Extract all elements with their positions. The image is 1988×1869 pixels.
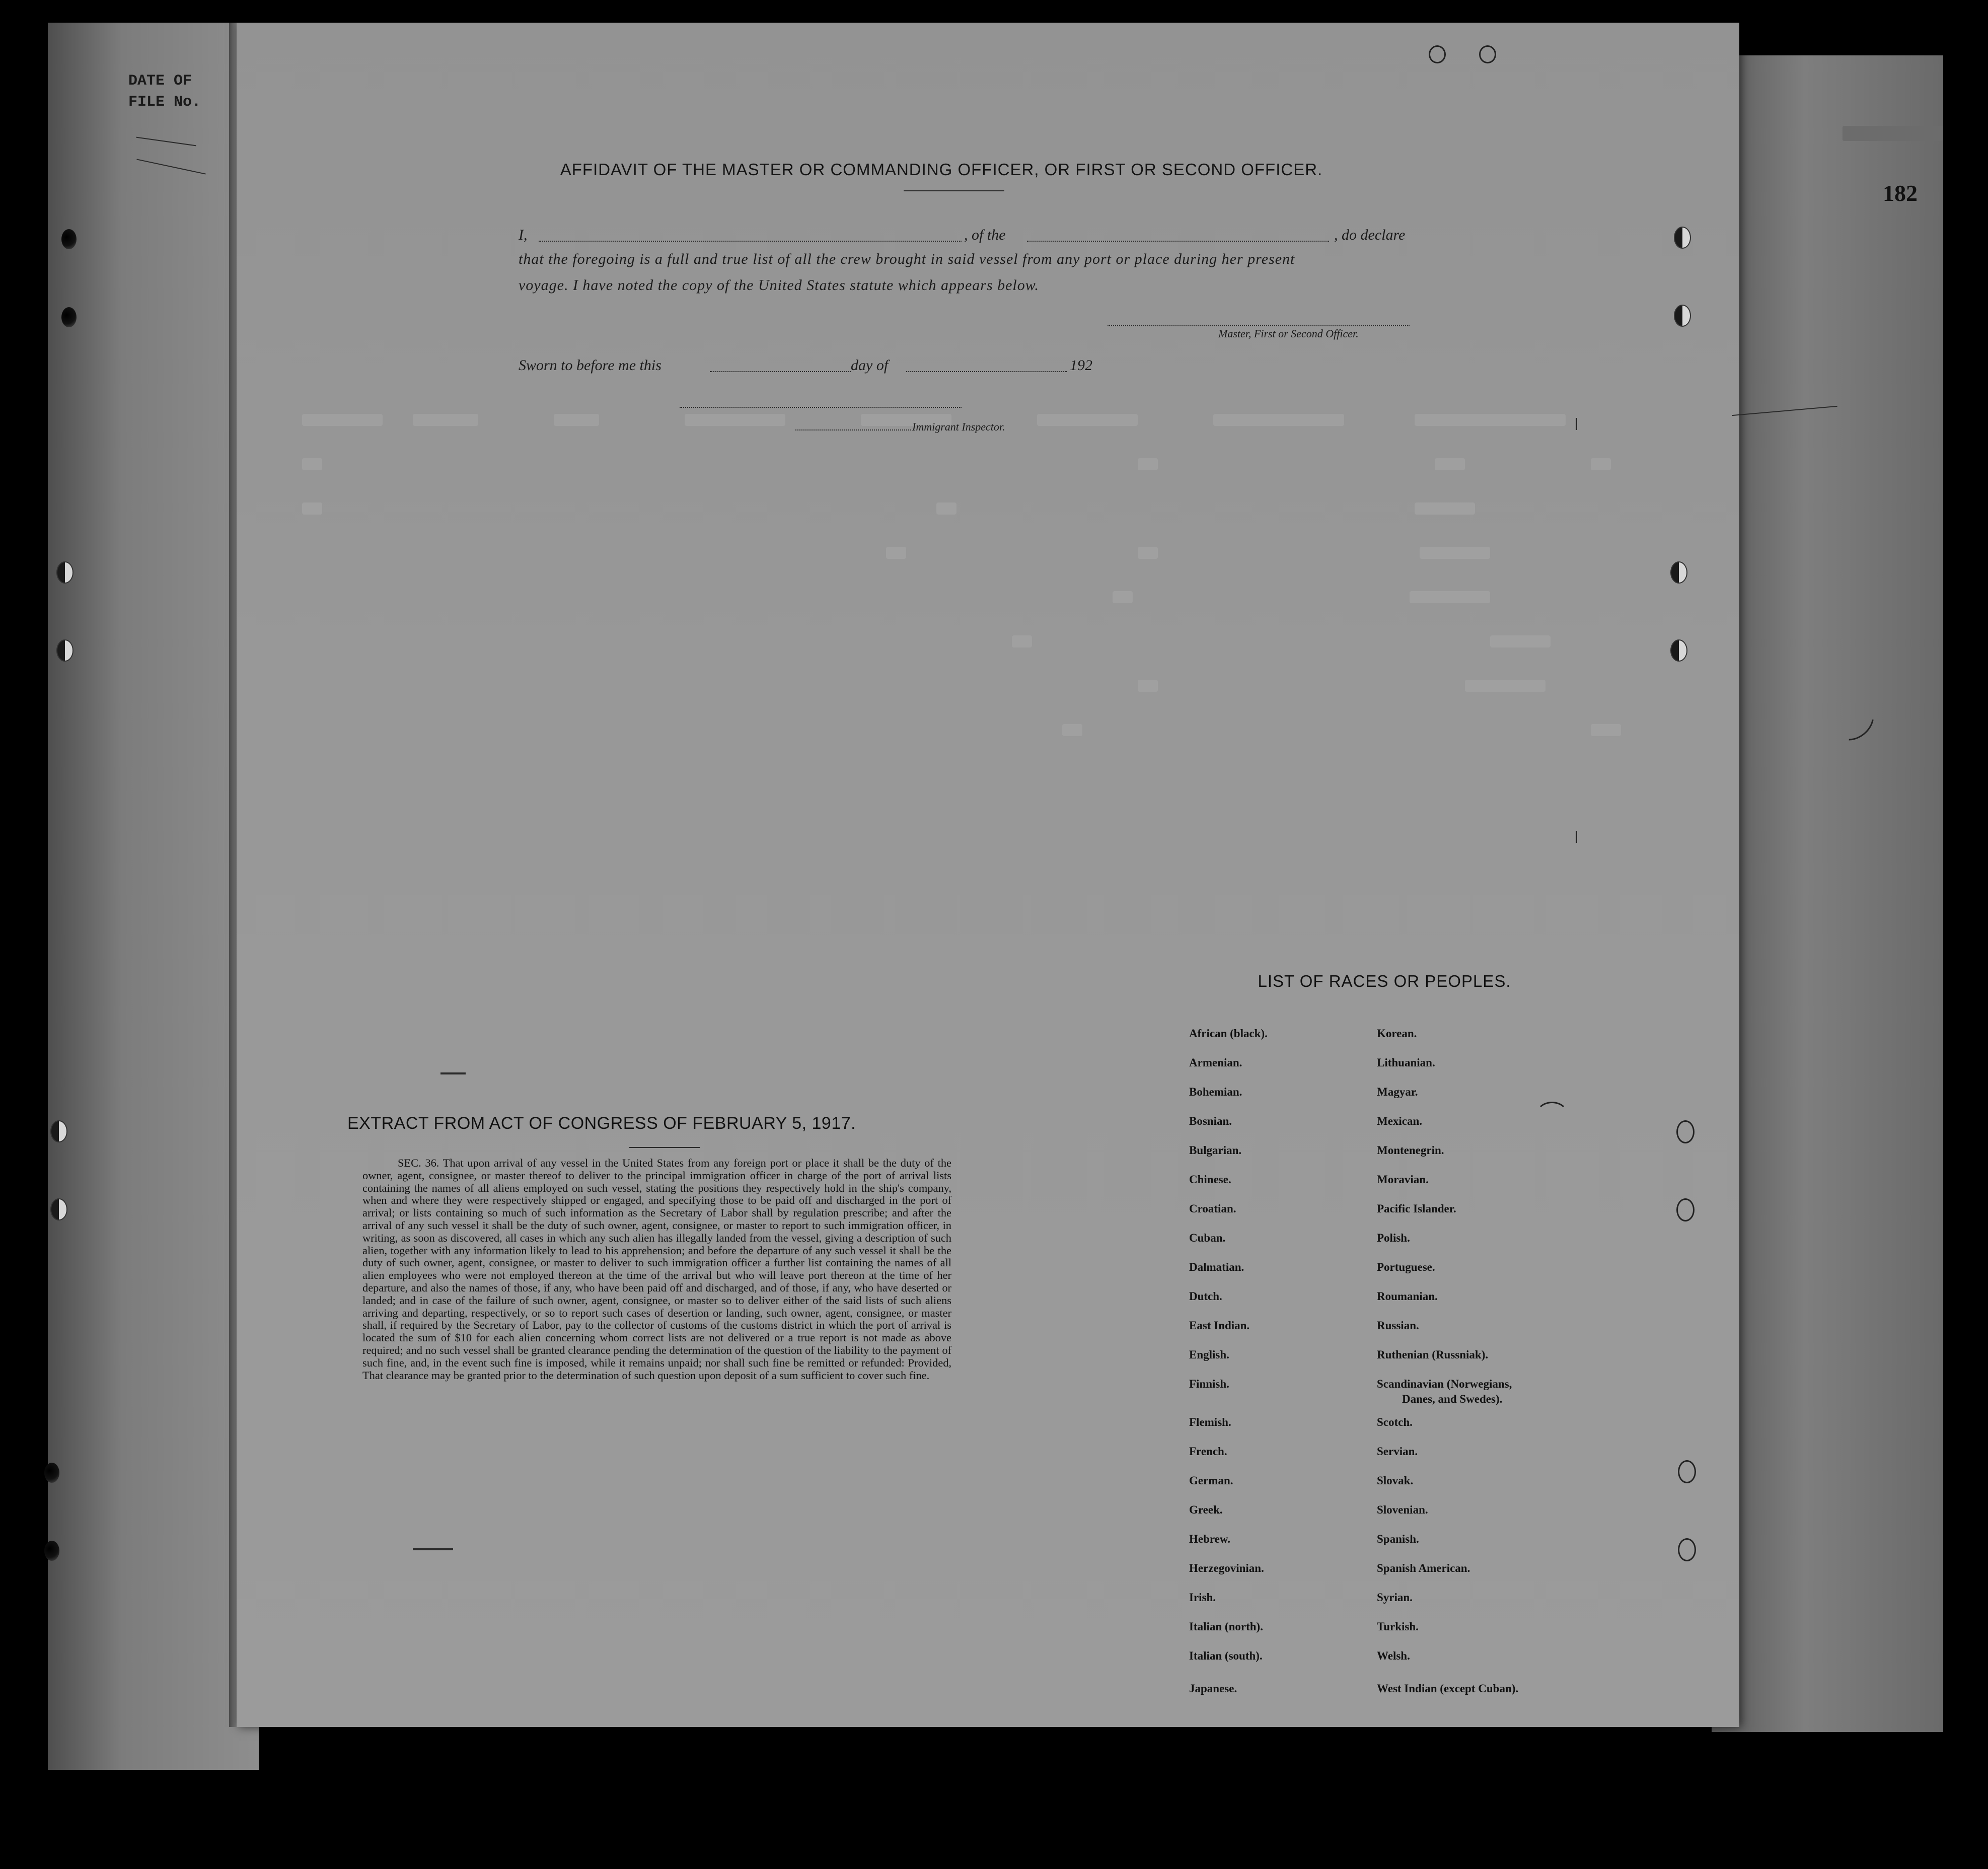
punch-hole (50, 1198, 67, 1220)
day-blank (710, 371, 851, 372)
race-item: Finnish. (1189, 1378, 1229, 1390)
punch-hole (56, 639, 73, 662)
punch-hole (1678, 1460, 1696, 1483)
page-edge (229, 23, 237, 1727)
race-item: Bosnian. (1189, 1115, 1232, 1127)
margin-mark (1576, 831, 1585, 843)
punch-hole (50, 1120, 67, 1142)
race-item: Greek. (1189, 1503, 1223, 1516)
race-item: Dalmatian. (1189, 1261, 1244, 1273)
race-item: African (black). (1189, 1027, 1268, 1040)
race-item: Lithuanian. (1377, 1056, 1435, 1069)
name-blank (539, 241, 962, 242)
ghost-row (282, 457, 1671, 471)
punch-hole (1670, 561, 1687, 584)
race-item: Italian (north). (1189, 1620, 1263, 1633)
month-blank (906, 371, 1067, 372)
ghost-header (1843, 126, 1943, 141)
inspector-label: Immigrant Inspector. (912, 420, 1005, 433)
race-item: Servian. (1377, 1445, 1418, 1458)
ink-stroke (440, 1072, 466, 1074)
punch-hole (1479, 45, 1496, 63)
punch-hole (61, 229, 77, 249)
punch-hole (56, 561, 73, 584)
race-item: Syrian. (1377, 1591, 1413, 1604)
race-item: Italian (south). (1189, 1649, 1263, 1662)
race-item: English. (1189, 1348, 1229, 1361)
punch-hole (1674, 227, 1691, 249)
race-item: Japanese. (1189, 1682, 1237, 1695)
race-item: Montenegrin. (1377, 1144, 1444, 1157)
underlying-page-left (48, 23, 259, 1770)
signature-blank (1108, 325, 1410, 326)
page-number: 182 (1883, 180, 1918, 206)
stamp-line-file: FILE No. (128, 94, 201, 111)
punch-hole (1674, 305, 1691, 327)
vessel-blank (1027, 241, 1329, 242)
ghost-row (282, 546, 1671, 560)
race-item: Hebrew. (1189, 1533, 1230, 1545)
ghost-row (282, 679, 1671, 693)
race-item: Scotch. (1377, 1416, 1413, 1428)
inspector-blank (795, 429, 911, 430)
punch-hole (1678, 1538, 1696, 1561)
extract-body: SEC. 36. That upon arrival of any vessel in the United States from any foreign port or place it shall be the duty of the owner, agent, consignee, or master thereof to deliver to the principal immigration officer in charge of the port of arrival lists containing the names of all aliens employed on such vessel, stating the positions they respectively hold in the ship's company, when and where they were respectively shipped or engaged, and specifying those to be paid off and discharged in the port of arrival; or lists containing so much of such information as the Secretary of Labor shall by regulation prescribe; and after the arrival of any such vessel it shall be the duty of such owner, agent, consignee, or master to report to such immigration officer, in writing, as soon as discovered, all cases in which any such alien has illegally landed from the vessel, giving a description of such alien, together with any information likely to lead to his apprehension; and before the departure of any such vessel it shall be the duty of such owner, agent, consignee, or master to deliver to such immigration officer a further list containing the names of all alien employees who were not employed thereon at the time of the arrival but who will leave port thereon at the time of her departure, and also the names of those, if any, who have been paid off and discharged, and of those, if any, who have deserted or landed; and in case of the failure of such owner, agent, consignee, or master so to deliver either of the said lists of such aliens arriving and departing, respectively, or so to report such cases of desertion or landing, such owner, agent, consignee, or master shall, if required by the Secretary of Labor, pay to the collector of customs of the customs district in which the port of arrival is located the sum of $10 for each alien concerning whom correct lists are not delivered or a true report is not made as above required; and no such vessel shall be granted clearance pending the determination of the question of the liability to the payment of such fine, and, in the event such fine is imposed, while it remains unpaid; nor shall such fine be remitted or refunded: Provided, That clearance may be granted prior to the determination of such question upon deposit of a sum sufficient to cover such fine. (362, 1157, 951, 1382)
race-item: Cuban. (1189, 1232, 1226, 1244)
punch-hole (1429, 45, 1446, 63)
race-item: Polish. (1377, 1232, 1410, 1244)
year-label: 192 (1070, 357, 1092, 374)
race-item: German. (1189, 1474, 1233, 1487)
race-item: Welsh. (1377, 1649, 1410, 1662)
ghost-row (282, 723, 1671, 737)
race-item: Chinese. (1189, 1173, 1231, 1186)
extract-rule (629, 1147, 700, 1148)
ghost-row (282, 501, 1671, 516)
signature-label: Master, First or Second Officer. (1218, 327, 1359, 340)
race-item: Spanish American. (1377, 1562, 1470, 1574)
extract-title: EXTRACT FROM ACT OF CONGRESS OF FEBRUARY 5, 1917. (347, 1114, 856, 1133)
race-item: Korean. (1377, 1027, 1417, 1040)
race-item: Ruthenian (Russniak). (1377, 1348, 1489, 1361)
race-item: Danes, and Swedes). (1402, 1393, 1503, 1405)
race-item: Slovenian. (1377, 1503, 1428, 1516)
race-item: Pacific Islander. (1377, 1202, 1456, 1215)
stamp-line-date: DATE OF (128, 73, 192, 90)
sworn-label: Sworn to before me this (519, 357, 661, 374)
race-item: Flemish. (1189, 1416, 1231, 1428)
race-item: Irish. (1189, 1591, 1216, 1604)
affidavit-of-the: , of the (964, 227, 1006, 243)
race-item: Roumanian. (1377, 1290, 1438, 1303)
punch-hole (1676, 1120, 1695, 1143)
race-item: Croatian. (1189, 1202, 1236, 1215)
title-rule (904, 190, 1004, 191)
race-item: Armenian. (1189, 1056, 1242, 1069)
race-item: Portuguese. (1377, 1261, 1435, 1273)
underlying-page-right (1712, 55, 1943, 1732)
punch-hole (61, 307, 77, 327)
affidavit-line2: that the foregoing is a full and true list of all the crew brought in said vessel from any port or place during her present (519, 251, 1295, 267)
inspector-blank-top (680, 407, 962, 408)
margin-mark (1576, 418, 1585, 430)
race-item: Spanish. (1377, 1533, 1419, 1545)
affidavit-i: I, (519, 227, 528, 243)
punch-hole (1676, 1198, 1695, 1221)
punch-hole (44, 1541, 59, 1561)
race-item: East Indian. (1189, 1319, 1250, 1332)
race-item: Mexican. (1377, 1115, 1423, 1127)
file-stamp (128, 70, 201, 113)
race-item: Dutch. (1189, 1290, 1222, 1303)
race-item: West Indian (except Cuban). (1377, 1682, 1519, 1695)
ghost-row (282, 590, 1671, 604)
affidavit-declare: , do declare (1334, 227, 1406, 243)
bleed-through-table (282, 413, 1671, 1118)
race-item: Turkish. (1377, 1620, 1419, 1633)
race-item: Bohemian. (1189, 1086, 1242, 1098)
ink-stroke (413, 1548, 453, 1550)
race-item: French. (1189, 1445, 1227, 1458)
race-item: Bulgarian. (1189, 1144, 1242, 1157)
race-item: Russian. (1377, 1319, 1419, 1332)
race-item: Scandinavian (Norwegians, (1377, 1378, 1512, 1390)
race-item: Magyar. (1377, 1086, 1418, 1098)
day-of-label: day of (851, 357, 889, 374)
ink-mark (1535, 1102, 1569, 1130)
race-item: Moravian. (1377, 1173, 1429, 1186)
affidavit-title: AFFIDAVIT OF THE MASTER OR COMMANDING OFFICER, OR FIRST OR SECOND OFFICER. (560, 160, 1323, 179)
punch-hole (1670, 639, 1687, 662)
race-item: Slovak. (1377, 1474, 1414, 1487)
race-item: Herzegovinian. (1189, 1562, 1264, 1574)
ghost-row (282, 634, 1671, 649)
affidavit-line3: voyage. I have noted the copy of the United States statute which appears below. (519, 277, 1040, 294)
punch-hole (44, 1463, 59, 1483)
races-title: LIST OF RACES OR PEOPLES. (1258, 972, 1511, 990)
